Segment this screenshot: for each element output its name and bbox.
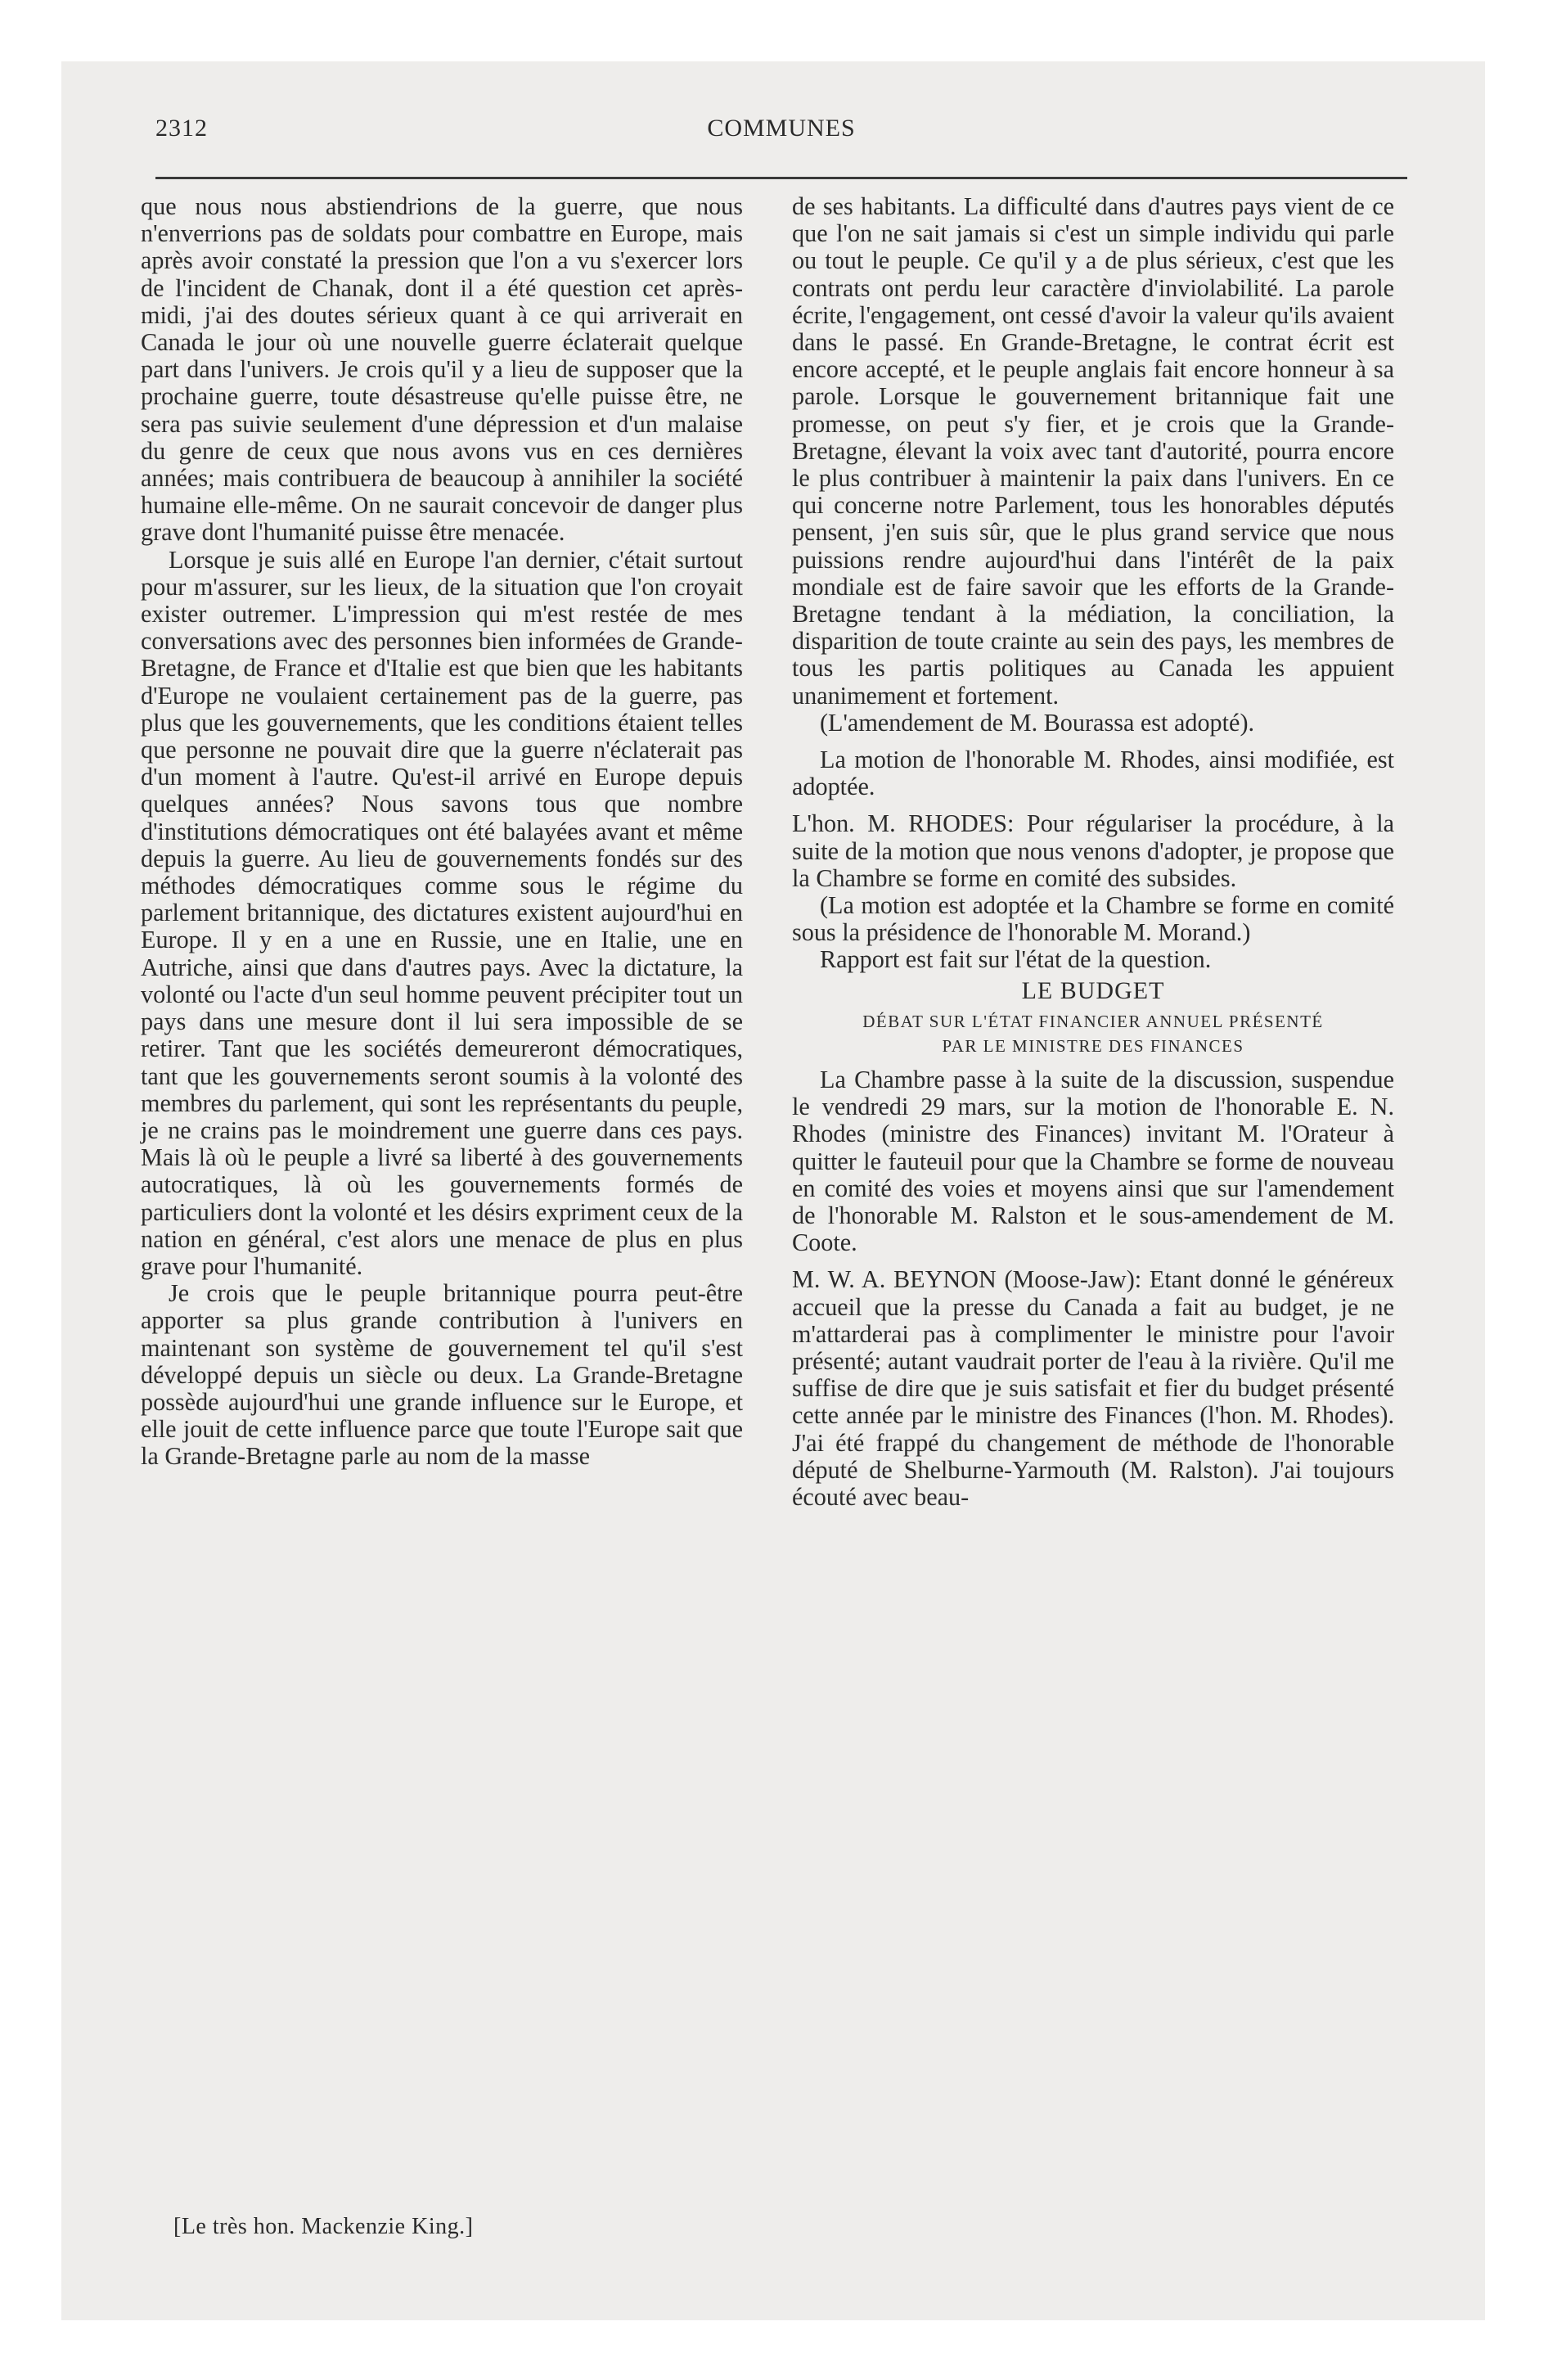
right-paragraph-2: (L'amendement de M. Bourassa est adopté). bbox=[820, 708, 1255, 737]
left-paragraph-2: Lorsque je suis allé en Europe l'an dernier, c'était surtout pour m'assurer, sur les lieux, de la situation que l'on croyait exister outremer. L'impression qui m'est restée de mes conversations avec des personnes bien informées de Grande-Bretagne, de France et d'Italie est que bien que les habitants d'Europe ne voulaient certainement pas de la guerre, pas plus que les gouvernements, que les conditions étaient telles que personne ne pouvait dire que la guerre n'éclaterait pas d'un moment à l'autre. Qu'est-il arrivé en Europe depuis quelques années? Nous savons tous que nombre d'institutions démocratiques ont été balayées avant et même depuis la guerre. Au lieu de gouvernements fondés sur des méthodes démocratiques comme sous le régime du parlement britannique, des dictatures existent aujourd'hui en Europe. Il y en a une en Russie, une en Italie, une en Autriche, ainsi que dans d'autres pays. Avec la dictature, la volonté ou l'acte d'un seul homme peuvent précipiter tout un pays dans une mesure dont il lui sera impossible de se retirer. Tant que les sociétés demeureront démocratiques, tant que les gouvernements seront soumis à la volonté des membres du parlement, qui sont les représentants du peuple, je ne crains pas le moindrement une guerre dans ces pays. Mais là où le peuple a livré sa liberté à des gouvernements autocratiques, là où les gouvernements formés de particuliers dont la volonté et les désirs expriment ceux de la nation en général, c'est alors une menace de plus en plus grave pour l'humanité. bbox=[141, 545, 743, 1280]
page-header bbox=[155, 115, 1407, 164]
section-subtitle bbox=[792, 1009, 1394, 1058]
section-title: LE BUDGET bbox=[1021, 976, 1165, 1004]
header-rule bbox=[155, 177, 1407, 179]
left-paragraph-1: que nous nous abstiendrions de la guerre, que nous n'enverrions pas de soldats pour combattre en Europe, mais après avoir constaté la pression que l'on a vu s'exercer lors de l'incident de Chanak, dont il a été question cet après-midi, j'ai des doutes sérieux quant à ce qui arriverait en Canada le jour où une nouvelle guerre éclaterait quelque part dans l'univers. Je crois qu'il y a lieu de supposer que la prochaine guerre, toute désastreuse qu'elle puisse être, ne sera pas suivie seulement d'une dépression et d'un malaise du genre de ceux que nous avons vus en ces dernières années; mais contribuera de beaucoup à annihiler la société humaine elle-même. On ne saurait concevoir de danger plus grave dont l'humanité puisse être menacée. bbox=[141, 192, 743, 547]
right-paragraph-7: La Chambre passe à la suite de la discussion, suspendue le vendredi 29 mars, sur la motion de l'honorable E. N. Rhodes (ministre des Finances) invitant M. l'Orateur à quitter le fauteuil pour que la Chambre se forme de nouveau en comité des voies et moyens ainsi que sur l'amendement de l'honorable M. Ralston et le sous-amendement de M. Coote. bbox=[792, 1065, 1394, 1257]
speaker-footer: [Le très hon. Mackenzie King.] bbox=[173, 2214, 474, 2239]
right-paragraph-6: Rapport est fait sur l'état de la question. bbox=[820, 945, 1212, 974]
section-subtitle-line-2: PAR LE MINISTRE DES FINANCES bbox=[942, 1035, 1244, 1056]
left-paragraph-3: Je crois que le peuple britannique pourra peut-être apporter sa plus grande contribution à l'univers en maintenant son système de gouvernement tel qu'il s'est développé depuis un siècle ou deux. La Grande-Bretagne possède aujourd'hui une grande influence sur le Europe, et elle jouit de cette influence parce que toute l'Europe sait que la Grande-Bretagne parle au nom de la masse bbox=[141, 1279, 743, 1471]
right-paragraph-8: M. W. A. BEYNON (Moose-Jaw): Etant donné le généreux accueil que la presse du Canada a fait au budget, je ne m'attarderai pas à complimenter le ministre pour l'avoir présenté; autant vaudrait porter de l'eau à la rivière. Qu'il me suffise de dire que je suis satisfait et fier du budget présenté cette année par le ministre des Finances (l'hon. M. Rhodes). J'ai été frappé du changement de méthode de l'honorable député de Shelburne-Yarmouth (M. Ralston). J'ai toujours écouté avec beau- bbox=[792, 1265, 1394, 1511]
right-paragraph-3: La motion de l'honorable M. Rhodes, ainsi modifiée, est adoptée. bbox=[792, 746, 1394, 801]
right-column bbox=[792, 193, 1394, 1511]
running-head: COMMUNES bbox=[707, 115, 856, 142]
left-column bbox=[141, 193, 743, 1471]
right-paragraph-1: de ses habitants. La difficulté dans d'autres pays vient de ce que l'on ne sait jamais si c'est un simple individu qui parle ou tout le peuple. Ce qu'il y a de plus sérieux, c'est que les contrats ont perdu leur caractère d'inviolabilité. La parole écrite, l'engagement, ont cessé d'avoir la valeur qu'ils avaient dans le passé. En Grande-Bretagne, le contrat écrit est encore accepté, et le peuple anglais fait encore honneur à sa parole. Lorsque le gouvernement britannique fait une promesse, on peut s'y fier, et je crois que la Grande-Bretagne, élevant la voix avec tant d'autorité, pourra encore le plus contribuer à maintenir la paix dans l'univers. En ce qui concerne notre Parlement, tous les honorables députés pensent, j'en suis sûr, que le plus grand service que nous puissions rendre aujourd'hui dans l'intérêt de la paix mondiale est de faire savoir que les efforts de la Grande-Bretagne tendant à la médiation, la conciliation, la disparition de toute crainte au sein des pays, les membres de tous les partis politiques au Canada les appuient unanimement et fortement. bbox=[792, 192, 1394, 710]
page-number: 2312 bbox=[155, 115, 208, 142]
right-paragraph-4: L'hon. M. RHODES: Pour régulariser la procédure, à la suite de la motion que nous venons d'adopter, je propose que la Chambre se forme en comité des subsides. bbox=[792, 809, 1394, 892]
section-subtitle-line-1: DÉBAT SUR L'ÉTAT FINANCIER ANNUEL PRÉSENTÉ bbox=[862, 1011, 1324, 1031]
right-paragraph-5: (La motion est adoptée et la Chambre se forme en comité sous la présidence de l'honorable M. Morand.) bbox=[792, 891, 1394, 947]
